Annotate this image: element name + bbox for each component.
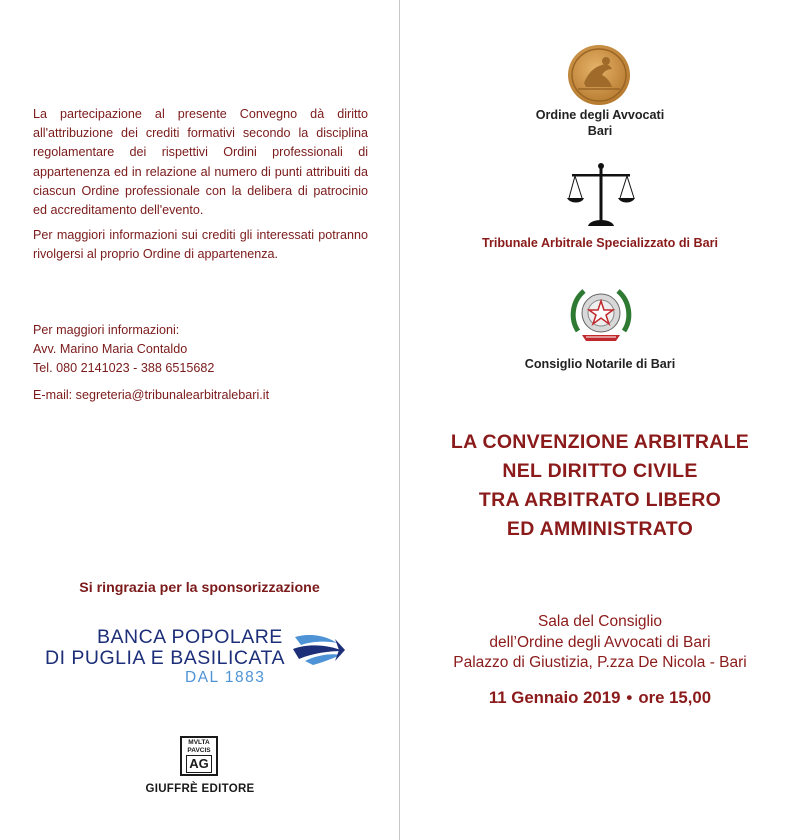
- venue-line: dell’Ordine degli Avvocati di Bari: [489, 633, 711, 651]
- org-city: Bari: [587, 124, 613, 138]
- bank-swoosh-logo-icon: [291, 631, 347, 667]
- credits-info: [33, 105, 368, 271]
- event-title-line: TRA ARBITRATO LIBERO: [478, 489, 722, 511]
- publisher-mark: [180, 736, 218, 776]
- org-consiglio-notarile: Consiglio Notarile di Bari: [524, 357, 676, 371]
- venue-line: Sala del Consiglio: [537, 613, 663, 630]
- org-tribunale-arbitrale: Tribunale Arbitrale Specializzato di Bari: [481, 236, 719, 250]
- event-title: [400, 428, 800, 544]
- datetime-separator: •: [626, 688, 633, 707]
- credits-paragraph: Per maggiori informazioni sui crediti gli interessati potranno rivolgersi al proprio Ordine di appartenenza.: [33, 228, 368, 262]
- event-time: ore 15,00: [638, 688, 712, 707]
- event-date: 11 Gennaio 2019: [488, 688, 621, 707]
- event-venue: [400, 612, 800, 674]
- contact-block: [33, 321, 368, 405]
- contact-name: Avv. Marino Maria Contaldo: [33, 342, 188, 357]
- publisher-motto: MVLTA: [188, 739, 210, 746]
- italian-republic-emblem-icon: [568, 283, 634, 349]
- event-title-line: NEL DIRITTO CIVILE: [502, 460, 698, 482]
- event-title-line: LA CONVENZIONE ARBITRALE: [450, 431, 750, 453]
- publisher-logo: [140, 736, 260, 806]
- venue-line: Palazzo di Giustizia, P.zza De Nicola - Bari: [453, 654, 747, 671]
- scales-of-justice-icon: [566, 160, 636, 230]
- org-ordine-avvocati: [400, 107, 800, 139]
- event-datetime: [400, 688, 800, 708]
- bronze-seal-icon: [566, 43, 632, 107]
- org-name: Ordine degli Avvocati: [535, 108, 665, 122]
- publisher-monogram: AG: [186, 755, 212, 773]
- publisher-motto: PAVCIS: [187, 746, 211, 754]
- sponsor-thanks: Si ringrazia per la sponsorizzazione: [79, 580, 320, 596]
- contact-email[interactable]: E-mail: segreteria@tribunalearbitralebari.it: [33, 387, 270, 402]
- contact-phone: Tel. 080 2141023 - 388 6515682: [33, 361, 215, 376]
- credits-paragraph: La partecipazione al presente Convegno dà diritto all'attribuzione dei crediti formativi secondo la disciplina regolamentare dei rispettivi Ordini professionali di appartenenza ed in relazione al numero di punti attribuiti da ciascun Ordine professionale con la delibera di patrocinio ed accreditamento dell'evento.: [33, 107, 368, 218]
- bank-name-line1: BANCA POPOLARE: [97, 626, 283, 648]
- bank-founded: DAL 1883: [185, 669, 266, 686]
- event-title-line: ED AMMINISTRATO: [506, 518, 694, 540]
- contact-heading: Per maggiori informazioni:: [33, 323, 180, 337]
- bank-name-line2: DI PUGLIA E BASILICATA: [45, 647, 286, 669]
- bank-logo: [45, 626, 355, 686]
- publisher-name: GIUFFRÈ EDITORE: [145, 783, 255, 795]
